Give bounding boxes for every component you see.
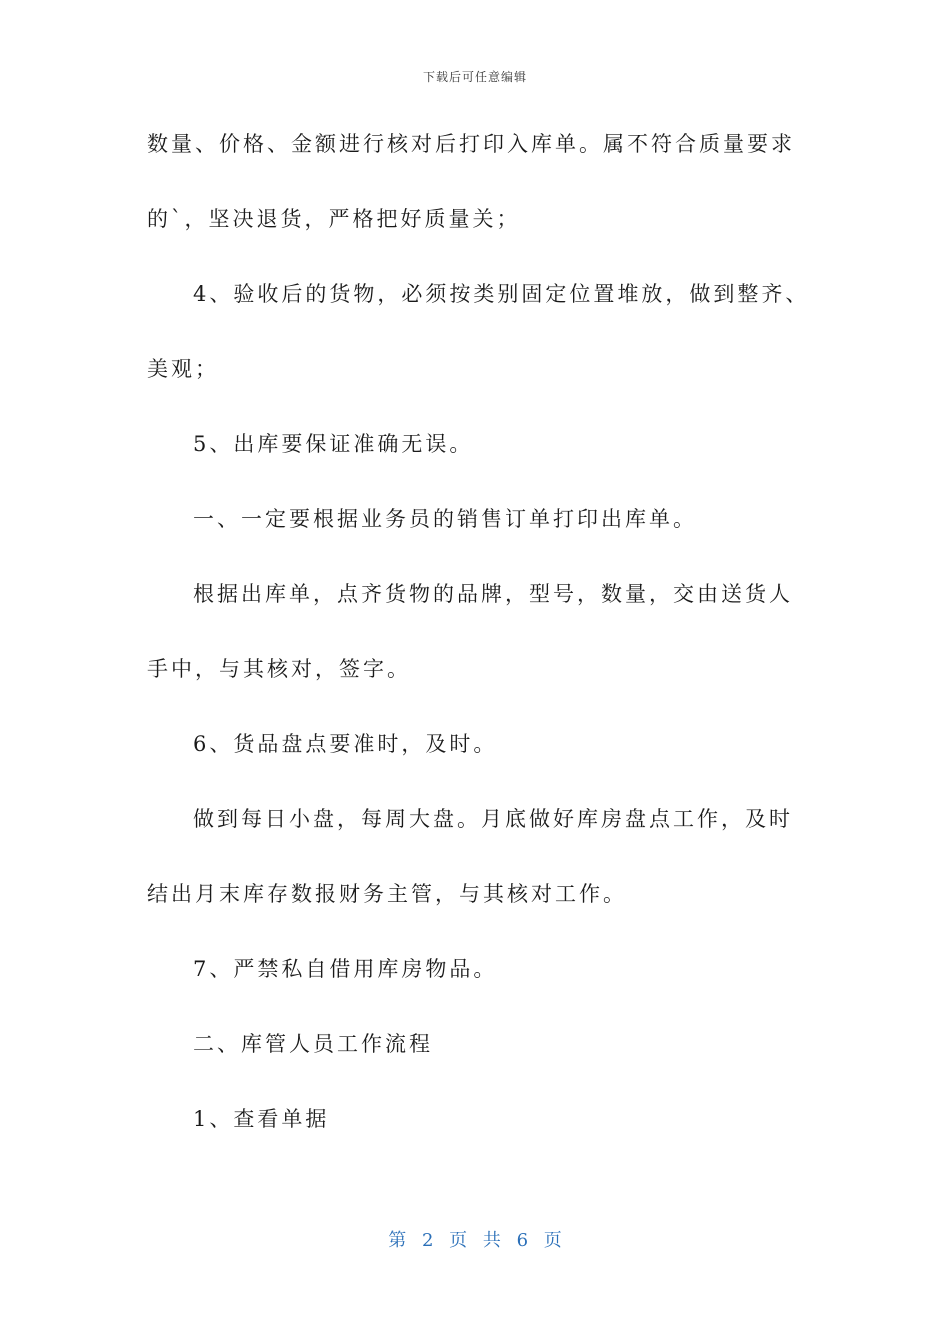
blank-line	[147, 839, 807, 877]
blank-line	[147, 239, 807, 277]
document-body	[147, 126, 810, 1139]
text-line-2: 的`，坚决退货，严格把好质量关；	[147, 207, 521, 231]
page-number-footer: 第 2 页 共 6 页	[388, 1230, 562, 1251]
text-line-10: 做到每日小盘，每周大盘。月底做好库房盘点工作，及时	[193, 807, 793, 831]
text-line-9: 6、货品盘点要准时，及时。	[193, 732, 498, 756]
blank-line	[147, 539, 807, 577]
blank-line	[147, 914, 807, 952]
text-line-1: 数量、价格、金额进行核对后打印入库单。属不符合质量要求	[147, 132, 795, 156]
blank-line	[147, 1064, 807, 1102]
blank-line	[147, 614, 807, 652]
text-line-11: 结出月末库存数报财务主管，与其核对工作。	[147, 882, 627, 906]
text-line-3: 4、验收后的货物，必须按类别固定位置堆放，做到整齐、	[193, 282, 810, 306]
blank-line	[147, 689, 807, 727]
blank-line	[147, 764, 807, 802]
text-line-13: 二、库管人员工作流程	[193, 1032, 433, 1056]
text-line-12: 7、严禁私自借用库房物品。	[193, 957, 498, 981]
blank-line	[147, 314, 807, 352]
text-line-8: 手中，与其核对，签字。	[147, 657, 411, 681]
text-line-14: 1、查看单据	[193, 1107, 330, 1131]
blank-line	[147, 989, 807, 1027]
blank-line	[147, 164, 807, 202]
text-line-7: 根据出库单，点齐货物的品牌，型号，数量，交由送货人	[193, 582, 793, 606]
text-line-6: 一、一定要根据业务员的销售订单打印出库单。	[193, 507, 697, 531]
blank-line	[147, 464, 807, 502]
text-line-4: 美观；	[147, 357, 219, 381]
text-line-5: 5、出库要保证准确无误。	[193, 432, 474, 456]
blank-line	[147, 389, 807, 427]
page-header: 下载后可任意编辑	[422, 70, 527, 84]
